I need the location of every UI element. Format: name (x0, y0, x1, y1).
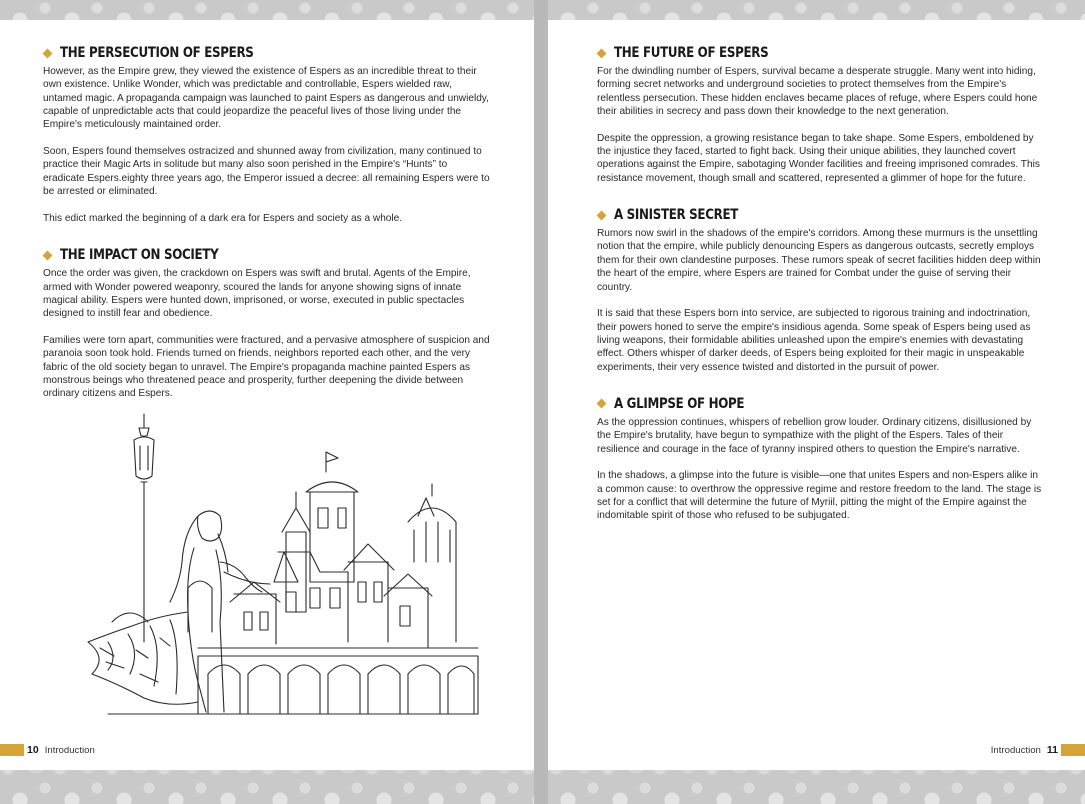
right-page-footer (991, 744, 1085, 756)
paragraph: As the oppression continues, whispers of rebellion grow louder. Ordinary citizens, disillusioned by the Empire's brutality, have begun to sympathize with the plight of the Espers. Tales of their resilience and courage in the face of tyranny inspired others to question the Empire's narrative. (597, 416, 1032, 455)
lamp-post (134, 414, 154, 642)
diamond-bullet-icon (43, 48, 53, 58)
section-heading (598, 44, 1042, 62)
paragraph: Soon, Espers found themselves ostracized and shunned away from civilization, many continued to practice their Magic Arts in solitude but many also soon perished in the Empire's “Hunts” to eradicate Espers.eighty three years ago, the Emperor issued a decree: all remaining Espers were to be arrested or eliminated. (43, 146, 490, 198)
paragraph: Rumors now swirl in the shadows of the empire's corridors. Among these murmurs is the unsettling notion that the empire, while publicly denouncing Espers as dangerous outcasts, secretly employs them for their own clandestine purposes. These rumors speak of secret facilities hidden deep within the heart of the empire, where Espers are trained for Combat under the guise of serving their country. (597, 228, 1041, 293)
footer-chapter-label: Introduction (990, 744, 1041, 756)
diamond-bullet-icon (597, 210, 607, 220)
diamond-bullet-icon (43, 250, 53, 260)
footer-accent-bar (1061, 744, 1085, 756)
left-page-sheet (0, 20, 534, 770)
heading-text: A GLIMPSE OF HOPE (614, 395, 745, 412)
section-heading (44, 246, 491, 264)
section-glimpse-of-hope (597, 395, 1042, 523)
paragraph: This edict marked the beginning of a dark era for Espers and society as a whole. (43, 212, 403, 224)
footer-chapter-label: Introduction (44, 744, 95, 756)
diamond-bullet-icon (597, 48, 607, 58)
section-sinister-secret (597, 206, 1042, 374)
page-number: 10 (27, 744, 39, 756)
heading-text: THE PERSECUTION OF ESPERS (60, 45, 254, 61)
section-heading (598, 395, 1042, 413)
paragraph: Once the order was given, the crackdown on Espers was swift and brutal. Agents of the Empire, armed with Wonder powered weaponry, scoured the lands for anyone showing signs of innate magical ability. Espers were hunted down, imprisoned, or worse, executed in public spectacles designed to instill fear and obedience. (43, 268, 471, 320)
left-page (0, 0, 534, 804)
section-impact (43, 246, 491, 400)
paragraph: However, as the Empire grew, they viewed the existence of Espers as an incredible threat to their own existence. Unlike Wonder, which was predictable and controllable, Espers wielded raw, untamed magic. A propaganda campaign was launched to paint Espers as dangerous and unwieldy, capable of unpredictable acts that could jeopardize the peaceful lives of those living under the Empire's meticulously maintained order. (43, 66, 489, 131)
page-number: 11 (1046, 744, 1058, 756)
heading-text: A SINISTER SECRET (614, 207, 739, 224)
paragraph: In the shadows, a glimpse into the future is visible—one that unites Espers and non-Espers alike in a common cause: to overthrow the oppressive regime and restore freedom to the land. The stage is set for a conflict that will determine the future of Myriil, pitting the might of the Empire against the indomitable spirit of those who refused to be subjugated. (597, 470, 1042, 522)
paragraph: It is said that these Espers born into service, are subjected to rigorous training and indoctrination, their powers honed to serve the empire's insidious agenda. Some speak of Espers being used as living weapons, their formidable abilities unleashed upon the empire's enemies with devastating effect. Others whisper of darker deeds, of Espers being exploited for their magic in unspeakable experiments, their very essence twisted and distorted in the pursuit of power. (597, 308, 1031, 373)
section-persecution (43, 44, 491, 225)
paragraph: For the dwindling number of Espers, survival became a desperate struggle. Many went into hiding, forming secret networks and underground societies to protect themselves from the Empire's relentless persecution. These hidden enclaves became places of refuge, where Espers could hone their abilities in secrecy and pass down their knowledge to the next generation. (597, 66, 1038, 118)
footer-accent-bar (0, 744, 24, 756)
town-buildings (112, 544, 432, 648)
diamond-bullet-icon (597, 399, 607, 409)
heading-text: THE IMPACT ON SOCIETY (60, 247, 219, 264)
balcony-arches (108, 648, 478, 714)
city-balcony-illustration (48, 412, 482, 716)
left-column (43, 44, 491, 422)
right-column (597, 44, 1042, 544)
section-future (597, 44, 1042, 185)
section-heading (598, 206, 1042, 224)
section-heading (44, 44, 491, 62)
cloaked-figure (88, 511, 270, 712)
heading-text: THE FUTURE OF ESPERS (614, 45, 769, 61)
castle-towers (282, 452, 456, 642)
right-page (548, 0, 1085, 804)
paragraph: Despite the oppression, a growing resistance began to take shape. Some Espers, emboldened by the injustice they faced, started to fight back. Using their unique abilities, they launched covert operations against the Empire, sabotaging Wonder facilities and freeing imprisoned comrades. This resistance movement, though small and scattered, represented a glimmer of hope for the future. (597, 132, 1040, 184)
paragraph: Families were torn apart, communities were fractured, and a pervasive atmosphere of suspicion and paranoia soon took hold. Friends turned on friends, neighbors reported each other, and the very fabric of the old society began to unravel. The Empire's propaganda machine painted Espers as monstrous beings who threatened peace and prosperity, further deepening the divide between ordinary citizens and Espers. (43, 334, 490, 400)
left-page-footer (0, 744, 95, 756)
right-page-sheet (548, 20, 1085, 770)
